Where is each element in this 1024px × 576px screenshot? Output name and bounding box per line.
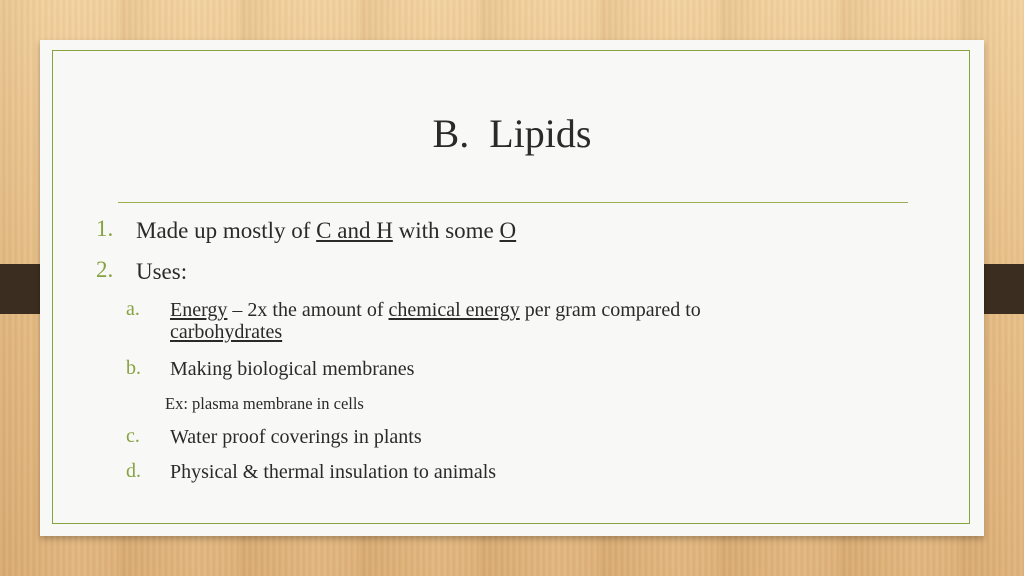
slide-title: B. Lipids xyxy=(432,111,592,156)
item-1-text-a: Made up mostly of xyxy=(136,218,317,243)
sub-marker-a: a. xyxy=(126,298,140,320)
sub-a-text-b: per gram compared to xyxy=(519,299,701,321)
list-marker-2: 2. xyxy=(96,257,114,282)
item-1-underlined-o: O xyxy=(499,218,517,243)
sub-item-a-line1 xyxy=(170,299,701,322)
sub-item-d-text: Physical & thermal insulation to animals xyxy=(170,461,497,483)
list-item-2-text: Uses: xyxy=(136,259,188,284)
list-item-1-text xyxy=(136,218,516,244)
sub-marker-c: c. xyxy=(126,425,140,447)
sub-a-underlined-energy: Energy xyxy=(170,299,228,321)
sub-item-b-text: Making biological membranes xyxy=(170,358,415,380)
item-1-text-b: with some xyxy=(392,218,500,243)
title-divider xyxy=(118,202,908,203)
list-marker-1: 1. xyxy=(96,216,114,241)
slide xyxy=(40,40,984,536)
sub-a-underlined-chemical-energy: chemical energy xyxy=(388,299,520,321)
sub-item-a-line2: carbohydrates xyxy=(170,321,283,343)
example-note: Ex: plasma membrane in cells xyxy=(165,394,364,413)
sub-marker-b: b. xyxy=(126,357,141,379)
sub-a-text-a: – 2x the amount of xyxy=(227,299,389,321)
item-1-underlined-c-and-h: C and H xyxy=(316,218,393,243)
sub-marker-d: d. xyxy=(126,460,141,482)
sub-item-c-text: Water proof coverings in plants xyxy=(170,426,422,448)
